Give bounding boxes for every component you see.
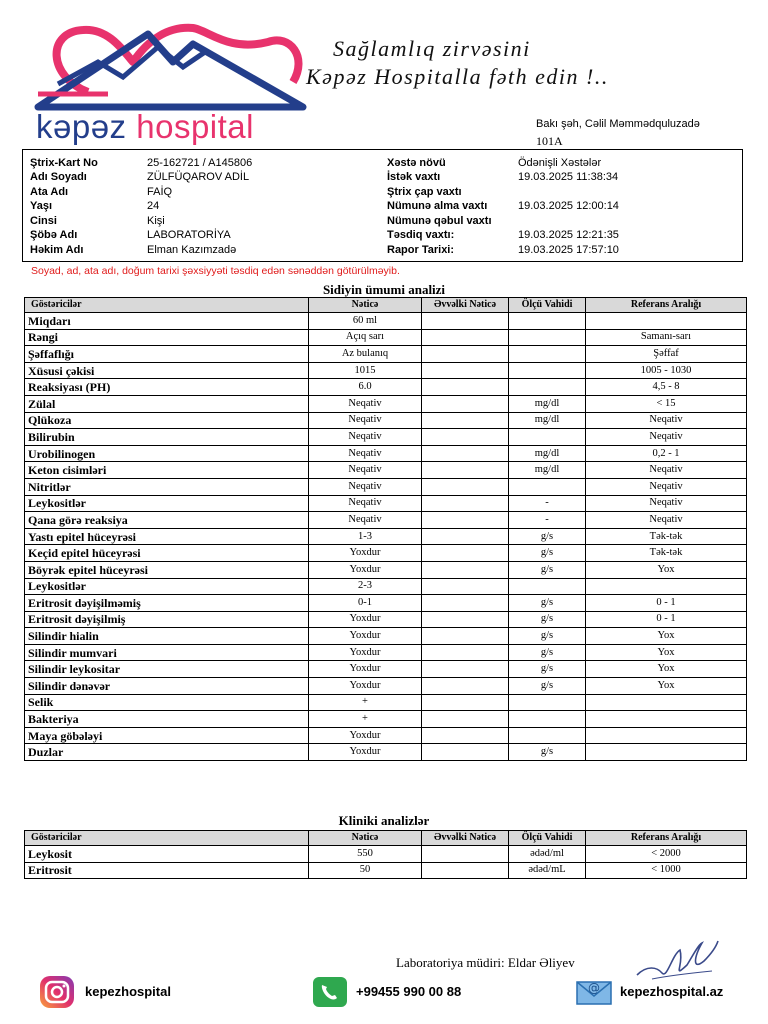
table-cell: 60 ml (309, 313, 422, 330)
table-cell (422, 395, 509, 412)
patient-right-label: İstək vaxtı (387, 171, 441, 183)
table-cell: g/s (509, 595, 586, 612)
column-header: Nəticə (309, 298, 422, 313)
column-header: Referans Aralığı (586, 298, 747, 313)
table-cell: g/s (509, 528, 586, 545)
table-cell (422, 445, 509, 462)
table-cell: g/s (509, 661, 586, 678)
table-cell (509, 578, 586, 595)
table-row (25, 495, 747, 512)
table-row (25, 862, 747, 879)
table-row (25, 595, 747, 612)
patient-left-value: LABORATORİYA (147, 229, 231, 241)
table-cell: Şəffaf (586, 346, 747, 363)
patient-left-label: Ata Adı (30, 186, 69, 198)
table-row (25, 711, 747, 728)
test-name: Yastı epitel hüceyrəsi (25, 528, 309, 545)
table-cell (586, 578, 747, 595)
patient-left-label: Həkim Adı (30, 244, 84, 256)
table-cell: Samanı-sarı (586, 329, 747, 346)
instagram-icon (38, 975, 76, 1009)
table-cell: Neqativ (309, 429, 422, 446)
table-cell (509, 329, 586, 346)
table-cell (422, 595, 509, 612)
table-row (25, 628, 747, 645)
test-name: Nitritlər (25, 478, 309, 495)
test-name: Reaksiyası (PH) (25, 379, 309, 396)
test-name: Urobilinogen (25, 445, 309, 462)
table-cell: Neqativ (586, 512, 747, 529)
table-cell (509, 346, 586, 363)
table-cell: Neqativ (309, 478, 422, 495)
patient-left-value: 25-162721 / A145806 (147, 157, 253, 169)
signature-label: Laboratoriya müdiri: Eldar Əliyev (396, 955, 575, 970)
table-cell: g/s (509, 744, 586, 761)
table-cell: Yox (586, 678, 747, 695)
table-row (25, 846, 747, 863)
table-cell: Az bulanıq (309, 346, 422, 363)
table-cell: 1-3 (309, 528, 422, 545)
patient-left-value: ZÜLFÜQAROV ADİL (147, 171, 250, 183)
test-name: Şəffaflığı (25, 346, 309, 363)
table-cell (586, 694, 747, 711)
table-cell: g/s (509, 545, 586, 562)
slogan-line-2: Kəpəz Hospitalla fəth edin !.. (306, 64, 609, 89)
table-row (25, 678, 747, 695)
table-cell: - (509, 495, 586, 512)
patient-left-label: Ştrix-Kart No (30, 157, 98, 169)
table-cell: Yoxdur (309, 744, 422, 761)
table-cell: mg/dl (509, 445, 586, 462)
table-row (25, 644, 747, 661)
table-cell: + (309, 694, 422, 711)
table-row (25, 694, 747, 711)
patient-left-value: FAİQ (147, 186, 173, 198)
column-header: Nəticə (309, 831, 422, 846)
table-cell: < 15 (586, 395, 747, 412)
test-name: Silindir dənəvər (25, 678, 309, 695)
table-cell: 50 (309, 862, 422, 879)
test-name: Maya göbələyi (25, 727, 309, 744)
test-name: Eritrosit (25, 862, 309, 879)
table-cell: < 2000 (586, 846, 747, 863)
test-name: Miqdarı (25, 313, 309, 330)
patient-right-label: Nümunə alma vaxtı (387, 200, 488, 212)
patient-right-label: Rapor Tarixi: (387, 244, 455, 256)
table-cell (422, 313, 509, 330)
table-cell: Yoxdur (309, 678, 422, 695)
table-cell: Yox (586, 644, 747, 661)
table-cell: Yox (586, 561, 747, 578)
table-cell (422, 462, 509, 479)
table-cell: Neqativ (309, 495, 422, 512)
table-cell: Tək-tək (586, 545, 747, 562)
patient-left-label: Adı Soyadı (30, 171, 87, 183)
phone-number[interactable]: +99455 990 00 88 (356, 984, 462, 999)
table-cell (509, 429, 586, 446)
column-header: Ölçü Vahidi (509, 831, 586, 846)
table-cell: mg/dl (509, 412, 586, 429)
table-row (25, 478, 747, 495)
brand-right: hospital (136, 108, 254, 145)
patient-right-label: Ştrix çap vaxtı (387, 186, 462, 198)
table-row (25, 346, 747, 363)
test-name: Selik (25, 694, 309, 711)
table-cell: mg/dl (509, 462, 586, 479)
table-cell: Yoxdur (309, 661, 422, 678)
table-cell (586, 744, 747, 761)
table-cell: Neqativ (586, 495, 747, 512)
brand-wordmark (36, 108, 254, 146)
signature-icon (632, 935, 722, 985)
table-cell (422, 545, 509, 562)
table-cell: Yoxdur (309, 545, 422, 562)
patient-right-label: Təsdiq vaxtı: (387, 229, 455, 241)
patient-left-value: Kişi (147, 215, 165, 227)
table-cell (422, 711, 509, 728)
table-cell: Neqativ (586, 478, 747, 495)
table-cell (422, 578, 509, 595)
clinical-section-title: Kliniki analizlər (338, 813, 430, 828)
slogan-line-1: Sağlamlıq zirvəsini (333, 36, 531, 61)
patient-right-label: Xəstə növü (387, 157, 446, 169)
table-row (25, 395, 747, 412)
test-name: Rəngi (25, 329, 309, 346)
table-row (25, 611, 747, 628)
table-cell: Yoxdur (309, 561, 422, 578)
test-name: Qana görə reaksiya (25, 512, 309, 529)
table-cell (422, 694, 509, 711)
table-row (25, 561, 747, 578)
table-cell (422, 846, 509, 863)
column-header: Ölçü Vahidi (509, 298, 586, 313)
website-link[interactable]: kepezhospital.az (620, 984, 724, 999)
table-cell: + (309, 711, 422, 728)
table-row (25, 528, 747, 545)
table-cell (586, 313, 747, 330)
column-header: Referans Aralığı (586, 831, 747, 846)
table-row (25, 727, 747, 744)
table-cell: Yoxdur (309, 611, 422, 628)
table-cell: ədəd/ml (509, 846, 586, 863)
table-cell: Neqativ (309, 512, 422, 529)
table-cell: < 1000 (586, 862, 747, 879)
table-row (25, 545, 747, 562)
table-cell: 0 - 1 (586, 611, 747, 628)
table-cell: Neqativ (309, 395, 422, 412)
table-row (25, 379, 747, 396)
table-cell (509, 727, 586, 744)
table-row (25, 362, 747, 379)
table-cell (422, 661, 509, 678)
test-name: Zülal (25, 395, 309, 412)
table-cell: g/s (509, 678, 586, 695)
test-name: Leykositlər (25, 578, 309, 595)
table-cell (509, 694, 586, 711)
table-cell (509, 362, 586, 379)
clinical-analysis-table (24, 830, 747, 879)
table-row (25, 313, 747, 330)
test-name: Bilirubin (25, 429, 309, 446)
table-cell (422, 362, 509, 379)
table-row (25, 661, 747, 678)
table-row (25, 412, 747, 429)
table-cell (422, 329, 509, 346)
table-cell (422, 512, 509, 529)
test-name: Böyrək epitel hüceyrəsi (25, 561, 309, 578)
patient-right-value: 19.03.2025 12:00:14 (518, 200, 619, 212)
svg-text:@: @ (588, 981, 600, 995)
table-cell: Yox (586, 628, 747, 645)
table-cell: 4,5 - 8 (586, 379, 747, 396)
table-row (25, 429, 747, 446)
patient-left-label: Şöbə Adı (30, 229, 78, 241)
table-row (25, 445, 747, 462)
patient-right-label: Nümunə qəbul vaxtı (387, 215, 492, 227)
table-cell: Neqativ (309, 445, 422, 462)
patient-left-label: Cinsi (30, 215, 57, 227)
table-cell (422, 412, 509, 429)
table-cell: g/s (509, 611, 586, 628)
table-cell: Açıq sarı (309, 329, 422, 346)
test-name: Eritrosit dəyişilməmiş (25, 595, 309, 612)
test-name: Leykosit (25, 846, 309, 863)
table-cell: 0-1 (309, 595, 422, 612)
test-name: Keton cisimləri (25, 462, 309, 479)
identity-warning: Soyad, ad, ata adı, doğum tarixi şəxsiyyəti təsdiq edən sənəddən götürülməyib. (31, 265, 400, 277)
patient-left-value: Elman Kazımzadə (147, 244, 237, 256)
table-cell (422, 429, 509, 446)
table-cell: Neqativ (309, 412, 422, 429)
brand-left: kəpəz (36, 108, 127, 145)
table-cell: Tək-tək (586, 528, 747, 545)
table-cell (509, 711, 586, 728)
table-cell (422, 611, 509, 628)
table-cell: Neqativ (586, 429, 747, 446)
test-name: Bakteriya (25, 711, 309, 728)
table-cell (422, 528, 509, 545)
hospital-logo-icon (28, 22, 318, 117)
table-cell (422, 678, 509, 695)
table-cell (586, 711, 747, 728)
table-cell: mg/dl (509, 395, 586, 412)
table-cell: 1005 - 1030 (586, 362, 747, 379)
table-row (25, 329, 747, 346)
table-cell: Neqativ (586, 412, 747, 429)
table-cell: Yox (586, 661, 747, 678)
table-cell (586, 727, 747, 744)
patient-right-value: Ödənişli Xəstələr (518, 157, 602, 169)
table-cell: 6.0 (309, 379, 422, 396)
patient-right-value: 19.03.2025 17:57:10 (518, 244, 619, 256)
table-row (25, 512, 747, 529)
table-cell: ədəd/mL (509, 862, 586, 879)
address-line-1: Bakı şəh, Cəlil Məmmədquluzadə (536, 118, 700, 130)
table-cell (422, 744, 509, 761)
table-cell: Yoxdur (309, 727, 422, 744)
table-cell (422, 561, 509, 578)
patient-right-value: 19.03.2025 12:21:35 (518, 229, 619, 241)
column-header: Göstəricilər (25, 831, 309, 846)
table-cell: g/s (509, 561, 586, 578)
table-cell (422, 862, 509, 879)
table-cell (509, 379, 586, 396)
table-cell (422, 727, 509, 744)
test-name: Silindir hialin (25, 628, 309, 645)
test-name: Leykositlər (25, 495, 309, 512)
table-cell: Yoxdur (309, 644, 422, 661)
table-cell: g/s (509, 628, 586, 645)
column-header: Əvvəlki Nəticə (422, 831, 509, 846)
table-cell (422, 495, 509, 512)
urine-section-title: Sidiyin ümumi analizi (322, 282, 446, 297)
table-cell: Yoxdur (309, 628, 422, 645)
patient-right-value: 19.03.2025 11:38:34 (518, 171, 619, 183)
table-row (25, 744, 747, 761)
table-cell (422, 644, 509, 661)
test-name: Silindir leykositar (25, 661, 309, 678)
table-cell: 0 - 1 (586, 595, 747, 612)
table-cell (422, 628, 509, 645)
address-line-2: 101A (536, 134, 563, 148)
table-cell: g/s (509, 644, 586, 661)
column-header: Əvvəlki Nəticə (422, 298, 509, 313)
table-cell: 550 (309, 846, 422, 863)
test-name: Qlükoza (25, 412, 309, 429)
test-name: Xüsusi çəkisi (25, 362, 309, 379)
table-cell: - (509, 512, 586, 529)
table-cell (509, 313, 586, 330)
patient-info-box (22, 149, 743, 262)
table-cell (509, 478, 586, 495)
table-cell (422, 346, 509, 363)
test-name: Eritrosit dəyişilmiş (25, 611, 309, 628)
whatsapp-icon (312, 976, 348, 1008)
test-name: Keçid epitel hüceyrəsi (25, 545, 309, 562)
urine-analysis-table (24, 297, 747, 761)
table-row (25, 578, 747, 595)
table-cell (422, 478, 509, 495)
table-cell: 2-3 (309, 578, 422, 595)
column-header: Göstəricilər (25, 298, 309, 313)
table-cell: Neqativ (309, 462, 422, 479)
patient-left-value: 24 (147, 200, 160, 212)
table-cell: Neqativ (586, 462, 747, 479)
table-row (25, 462, 747, 479)
instagram-handle[interactable]: kepezhospital (85, 984, 171, 999)
table-cell (422, 379, 509, 396)
test-name: Silindir mumvari (25, 644, 309, 661)
test-name: Duzlar (25, 744, 309, 761)
email-icon (574, 974, 614, 1008)
table-cell: 1015 (309, 362, 422, 379)
patient-left-label: Yaşı (30, 200, 53, 212)
table-cell: 0,2 - 1 (586, 445, 747, 462)
